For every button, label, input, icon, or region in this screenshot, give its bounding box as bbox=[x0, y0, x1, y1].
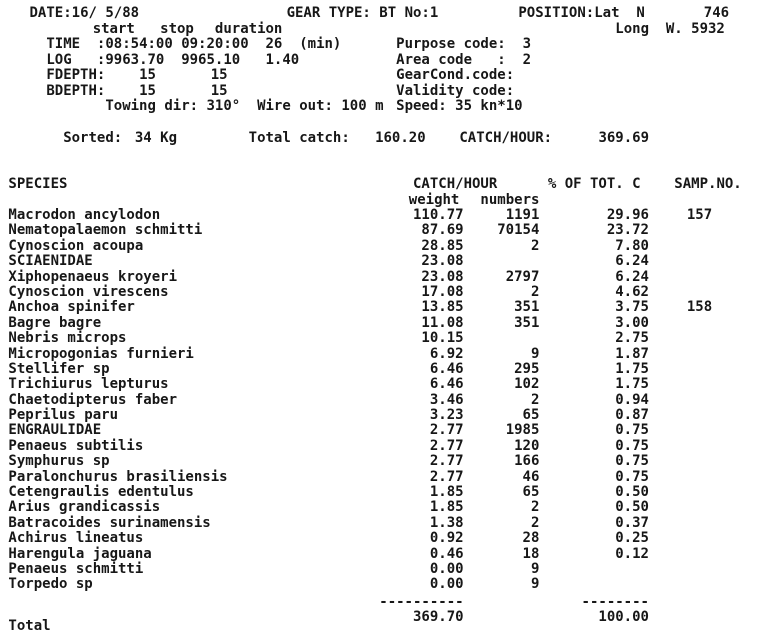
numbers-cell bbox=[464, 330, 540, 346]
pct-cell: 0.75 bbox=[615, 468, 649, 485]
sorted-label: Sorted: bbox=[63, 129, 123, 146]
towing-dir-value: 310° bbox=[206, 98, 241, 114]
samp-no-cell bbox=[649, 269, 712, 285]
log-start: :9963.70 bbox=[96, 51, 165, 68]
numbers-cell: 28 bbox=[522, 530, 540, 547]
total-weight: 369.70 bbox=[412, 609, 464, 626]
weight-cell: 11.08 bbox=[421, 314, 464, 331]
species-name-cell: Penaeus schmitti bbox=[8, 560, 144, 577]
weight-cell: 10.15 bbox=[421, 330, 464, 347]
numbers-cell: 9 bbox=[530, 560, 540, 577]
table-row bbox=[0, 376, 773, 391]
samp-no-cell bbox=[649, 315, 712, 331]
table-row bbox=[0, 284, 773, 299]
speed-label: Speed: bbox=[396, 98, 447, 114]
numbers-cell: 120 bbox=[514, 437, 540, 454]
species-name-cell: Xiphopenaeus kroyeri bbox=[8, 268, 177, 285]
species-name-cell: Penaeus subtilis bbox=[8, 437, 144, 454]
log-duration: 1.40 bbox=[265, 51, 300, 68]
table-row bbox=[0, 499, 773, 514]
weight-cell: 2.77 bbox=[429, 437, 464, 454]
species-name-cell: Cynoscion virescens bbox=[8, 283, 169, 300]
numbers-cell: 1985 bbox=[505, 422, 540, 439]
table-row bbox=[0, 561, 773, 576]
date-value: 16/ 5/88 bbox=[71, 5, 140, 21]
numbers-cell: 2 bbox=[530, 514, 540, 531]
numbers-cell: 1191 bbox=[505, 207, 540, 223]
weight-cell: 1.38 bbox=[429, 514, 464, 531]
total-catch-label: Total catch: bbox=[248, 129, 350, 146]
table-row bbox=[0, 253, 773, 268]
numbers-cell: 9 bbox=[530, 576, 540, 593]
species-name-cell: Stellifer sp bbox=[8, 360, 110, 377]
weight-cell: 0.46 bbox=[429, 545, 464, 562]
species-name-cell: Symphurus sp bbox=[8, 453, 110, 470]
numbers-cell: 2 bbox=[530, 391, 540, 408]
bdepth-start: 15 bbox=[139, 82, 156, 99]
table-row bbox=[0, 453, 773, 468]
table-row bbox=[0, 438, 773, 453]
numbers-cell: 9 bbox=[530, 345, 540, 362]
wire-out-label: Wire out: bbox=[257, 98, 333, 114]
weight-cell: 0.00 bbox=[429, 560, 464, 577]
weight-cell: 6.46 bbox=[429, 360, 464, 377]
numbers-cell: 65 bbox=[522, 484, 540, 501]
weight-subheader: weight bbox=[408, 191, 460, 208]
weight-cell: 0.92 bbox=[429, 530, 464, 547]
header-line-2 bbox=[0, 21, 773, 37]
numbers-subheader: numbers bbox=[480, 191, 540, 208]
pct-cell: 2.75 bbox=[615, 330, 649, 347]
weight-cell: 1.85 bbox=[429, 484, 464, 501]
pct-cell: 1.75 bbox=[615, 360, 649, 377]
species-name-cell: Bagre bagre bbox=[8, 314, 102, 331]
validity-code-label: Validity code: bbox=[396, 82, 515, 99]
species-name-cell: Peprilus paru bbox=[8, 407, 118, 424]
time-unit: (min) bbox=[299, 36, 342, 52]
long-label: Long bbox=[615, 20, 649, 37]
col-start-label: start bbox=[92, 20, 135, 37]
species-name-cell: Harengula jaguana bbox=[8, 545, 152, 562]
weight-cell: 2.77 bbox=[429, 422, 464, 439]
header-line-log bbox=[0, 52, 773, 68]
weight-cell: 3.23 bbox=[429, 407, 464, 424]
towing-dir-label: Towing dir: bbox=[105, 98, 199, 114]
table-row bbox=[0, 392, 773, 407]
samp-no-cell bbox=[649, 284, 712, 300]
samp-no-cell bbox=[649, 576, 712, 592]
samp-column-header: SAMP.NO. bbox=[674, 176, 742, 192]
table-header-line bbox=[0, 176, 773, 192]
table-row bbox=[0, 469, 773, 484]
samp-no-cell bbox=[649, 222, 712, 238]
position-label: POSITION:Lat bbox=[518, 5, 620, 21]
weight-cell: 1.85 bbox=[429, 499, 464, 516]
weight-cell: 6.92 bbox=[429, 345, 464, 362]
pct-cell: 3.00 bbox=[615, 314, 649, 331]
log-label: LOG bbox=[46, 51, 72, 68]
pct-cell: 1.87 bbox=[615, 345, 649, 362]
catch-summary-line bbox=[0, 130, 773, 146]
time-stop: 09:20:00 bbox=[181, 36, 249, 52]
total-label: Total bbox=[8, 618, 51, 635]
header-line-1 bbox=[0, 5, 773, 21]
numbers-cell: 351 bbox=[514, 314, 540, 331]
table-row bbox=[0, 407, 773, 422]
pct-cell: 29.96 bbox=[606, 207, 649, 223]
samp-no-cell: 157 bbox=[686, 207, 713, 223]
pct-column-header: % OF TOT. C bbox=[547, 176, 641, 192]
samp-no-cell bbox=[649, 422, 712, 438]
table-row bbox=[0, 546, 773, 561]
species-name-cell: Cynoscion acoupa bbox=[8, 237, 144, 254]
numbers-cell: 70154 bbox=[497, 222, 540, 239]
species-name-cell: Micropogonias furnieri bbox=[8, 345, 194, 362]
samp-no-cell bbox=[649, 238, 712, 254]
samp-no-cell bbox=[649, 484, 712, 500]
total-row bbox=[0, 609, 773, 635]
pct-cell: 0.37 bbox=[615, 514, 649, 531]
samp-no-cell bbox=[649, 515, 712, 531]
fdepth-start: 15 bbox=[139, 67, 156, 83]
species-name-cell: Nematopalaemon schmitti bbox=[8, 222, 203, 239]
long-hemisphere: W. bbox=[665, 20, 683, 37]
time-duration: 26 bbox=[265, 36, 283, 52]
total-pct: 100.00 bbox=[598, 609, 649, 626]
pct-cell: 0.94 bbox=[615, 391, 649, 408]
pct-cell: 7.80 bbox=[615, 237, 649, 254]
species-name-cell: Anchoa spinifer bbox=[8, 299, 135, 316]
total-catch-value: 160.20 bbox=[375, 129, 426, 146]
catch-hour-value: 369.69 bbox=[598, 129, 650, 146]
species-name-cell: Nebris microps bbox=[8, 330, 127, 347]
speed-value: 35 kn*10 bbox=[455, 98, 523, 114]
species-name-cell: Batracoides surinamensis bbox=[8, 514, 211, 531]
long-value: 5932 bbox=[691, 20, 725, 37]
samp-no-cell: 158 bbox=[686, 299, 713, 316]
table-row bbox=[0, 422, 773, 437]
gear-type-value: BT No:1 bbox=[379, 5, 439, 21]
pct-cell: 1.75 bbox=[615, 376, 649, 393]
table-row bbox=[0, 269, 773, 284]
weight-cell: 2.77 bbox=[429, 468, 464, 485]
area-code-label: Area code : bbox=[396, 51, 506, 68]
pct-cell bbox=[539, 561, 649, 577]
samp-no-cell bbox=[649, 253, 712, 269]
numbers-cell: 2797 bbox=[505, 268, 540, 285]
numbers-cell bbox=[464, 253, 540, 269]
species-name-cell: Chaetodipterus faber bbox=[8, 391, 177, 408]
species-column-header: SPECIES bbox=[8, 176, 68, 192]
table-row bbox=[0, 346, 773, 361]
pct-cell: 0.12 bbox=[615, 545, 649, 562]
table-subheader-line bbox=[0, 192, 773, 208]
weight-cell: 6.46 bbox=[429, 376, 464, 393]
species-name-cell: Cetengraulis edentulus bbox=[8, 484, 194, 501]
numbers-cell: 102 bbox=[514, 376, 540, 393]
table-row bbox=[0, 576, 773, 591]
bdepth-label: BDEPTH: bbox=[46, 82, 106, 99]
time-start: :08:54:00 bbox=[96, 36, 173, 52]
species-name-cell: ENGRAULIDAE bbox=[8, 422, 102, 439]
weight-cell: 23.08 bbox=[421, 253, 464, 270]
samp-no-cell bbox=[649, 453, 712, 469]
table-row bbox=[0, 315, 773, 330]
species-name-cell: Trichiurus lepturus bbox=[8, 376, 169, 393]
wire-out-value: 100 m bbox=[341, 98, 384, 114]
gear-type-label: GEAR TYPE: bbox=[286, 5, 371, 21]
samp-no-cell bbox=[649, 561, 712, 577]
station-header bbox=[0, 0, 773, 114]
pct-cell: 3.75 bbox=[615, 299, 649, 316]
samp-no-cell bbox=[649, 438, 712, 454]
weight-cell: 3.46 bbox=[429, 391, 464, 408]
pct-cell: 0.25 bbox=[615, 530, 649, 547]
numbers-cell: 295 bbox=[514, 360, 540, 377]
samp-no-cell bbox=[649, 330, 712, 346]
pct-cell: 6.24 bbox=[615, 253, 649, 270]
weight-cell: 0.00 bbox=[429, 576, 464, 593]
samp-no-cell bbox=[649, 530, 712, 546]
species-rows bbox=[0, 207, 773, 592]
species-name-cell: SCIAENIDAE bbox=[8, 253, 93, 270]
header-line-fdepth bbox=[0, 67, 773, 83]
pct-cell: 0.50 bbox=[615, 499, 649, 516]
time-label: TIME bbox=[46, 36, 81, 52]
purpose-code-label: Purpose code: bbox=[396, 36, 506, 52]
pct-cell: 4.62 bbox=[615, 283, 649, 300]
table-row bbox=[0, 515, 773, 530]
col-duration-label: duration bbox=[214, 20, 283, 37]
total-rule-row bbox=[0, 594, 773, 609]
numbers-cell: 2 bbox=[530, 499, 540, 516]
bdepth-stop: 15 bbox=[210, 82, 228, 99]
samp-no-cell bbox=[649, 469, 712, 485]
numbers-cell: 46 bbox=[522, 468, 540, 485]
numbers-cell: 166 bbox=[514, 453, 540, 470]
table-row bbox=[0, 222, 773, 237]
species-name-cell: Arius grandicassis bbox=[8, 499, 161, 516]
lat-value: 746 bbox=[703, 5, 730, 21]
date-label: DATE: bbox=[29, 5, 72, 21]
samp-no-cell bbox=[649, 407, 712, 423]
numbers-cell: 2 bbox=[530, 237, 540, 254]
table-row bbox=[0, 207, 773, 222]
pct-cell: 23.72 bbox=[606, 222, 649, 239]
numbers-cell: 351 bbox=[514, 299, 540, 316]
weight-cell: 2.77 bbox=[429, 453, 464, 470]
samp-no-cell bbox=[649, 499, 712, 515]
numbers-cell: 18 bbox=[522, 545, 540, 562]
species-name-cell: Achirus lineatus bbox=[8, 530, 144, 547]
pct-cell: 0.75 bbox=[615, 437, 649, 454]
weight-cell: 17.08 bbox=[421, 283, 464, 300]
weight-cell: 13.85 bbox=[421, 299, 464, 316]
samp-no-cell bbox=[649, 546, 712, 562]
pct-cell: 0.75 bbox=[615, 422, 649, 439]
weight-cell: 23.08 bbox=[421, 268, 464, 285]
table-row bbox=[0, 484, 773, 499]
samp-no-cell bbox=[649, 361, 712, 377]
header-line-bdepth bbox=[0, 83, 773, 99]
weight-total-rule: ---------- bbox=[379, 593, 464, 610]
table-row bbox=[0, 361, 773, 376]
samp-no-cell bbox=[649, 392, 712, 408]
numbers-cell: 65 bbox=[522, 407, 540, 424]
table-row bbox=[0, 530, 773, 545]
pct-cell: 0.87 bbox=[615, 407, 649, 424]
table-row bbox=[0, 330, 773, 345]
header-line-towing bbox=[0, 98, 773, 114]
numbers-cell: 2 bbox=[530, 283, 540, 300]
samp-no-cell bbox=[649, 376, 712, 392]
sorted-value: 34 Kg bbox=[134, 129, 178, 146]
gearcond-code-label: GearCond.code: bbox=[396, 67, 515, 83]
species-name-cell: Torpedo sp bbox=[8, 576, 93, 593]
weight-cell: 28.85 bbox=[421, 237, 464, 254]
catch-hour-column-header: CATCH/HOUR bbox=[413, 176, 498, 192]
pct-total-rule: -------- bbox=[581, 593, 649, 610]
pct-cell bbox=[539, 576, 649, 592]
purpose-code-value: 3 bbox=[522, 36, 532, 52]
samp-no-cell bbox=[649, 346, 712, 362]
lat-hemisphere: N bbox=[636, 5, 645, 21]
weight-cell: 87.69 bbox=[421, 222, 464, 239]
species-name-cell: Paralonchurus brasiliensis bbox=[8, 468, 228, 485]
pct-cell: 0.75 bbox=[615, 453, 649, 470]
log-stop: 9965.10 bbox=[181, 51, 241, 68]
header-line-time bbox=[0, 36, 773, 52]
area-code-value: 2 bbox=[522, 51, 532, 68]
fdepth-stop: 15 bbox=[210, 67, 228, 83]
col-stop-label: stop bbox=[160, 20, 194, 37]
table-row bbox=[0, 299, 773, 314]
species-name-cell: Macrodon ancylodon bbox=[8, 207, 161, 223]
fdepth-label: FDEPTH: bbox=[46, 67, 106, 83]
catch-hour-label: CATCH/HOUR: bbox=[459, 129, 553, 146]
pct-cell: 0.50 bbox=[615, 484, 649, 501]
weight-cell: 110.77 bbox=[412, 207, 464, 223]
table-row bbox=[0, 238, 773, 253]
pct-cell: 6.24 bbox=[615, 268, 649, 285]
